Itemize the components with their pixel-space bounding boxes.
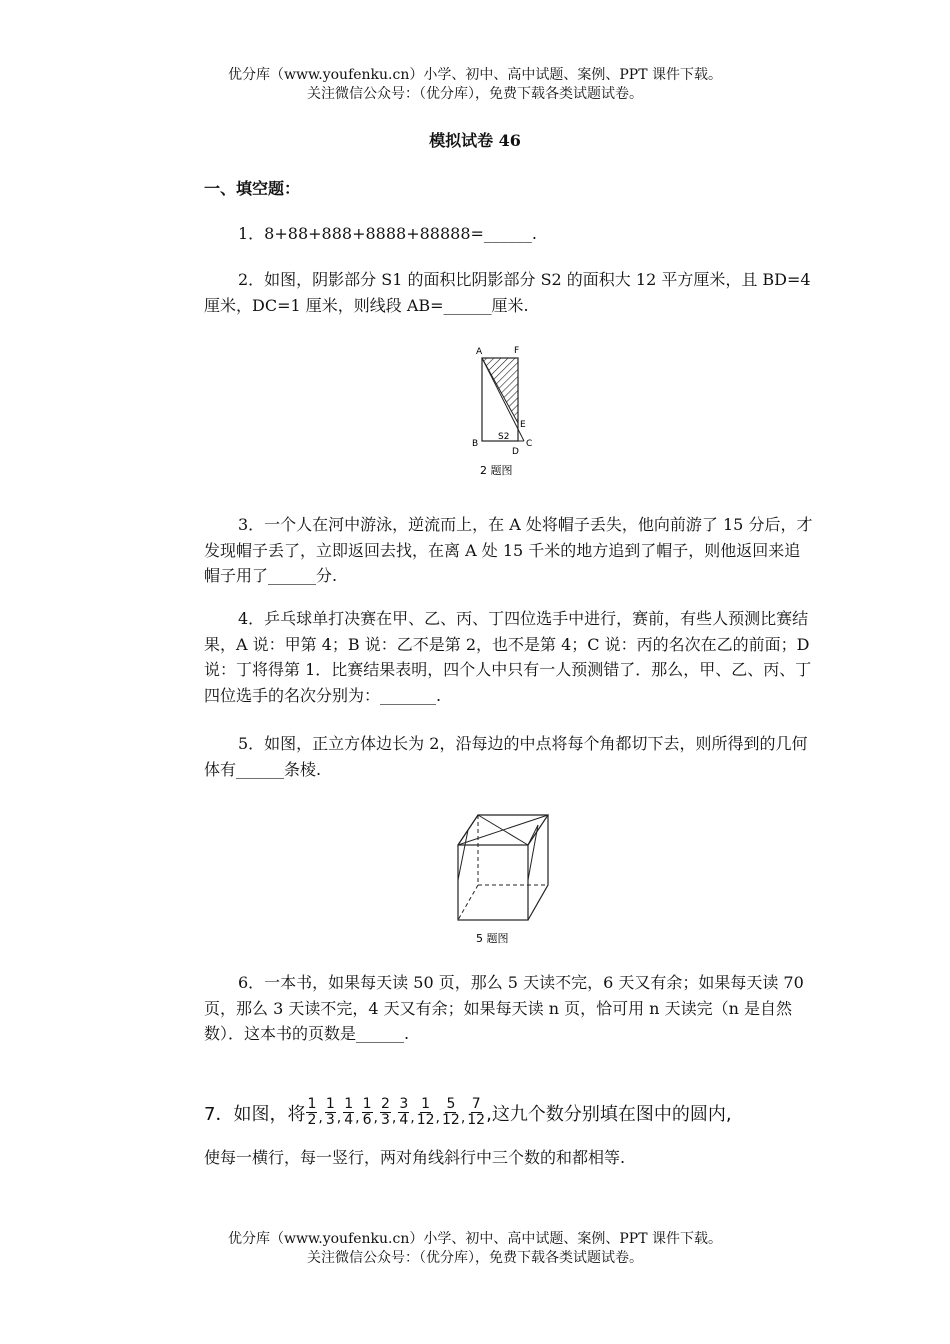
fraction-numerator: 7 <box>471 1096 481 1112</box>
fraction-denominator: 6 <box>362 1112 372 1128</box>
fraction <box>325 1097 336 1128</box>
fraction-denominator: 12 <box>416 1112 435 1128</box>
hidden-edge-depth <box>458 885 478 920</box>
fraction-separator: , <box>460 1110 466 1126</box>
fraction-numerator: 1 <box>307 1096 317 1112</box>
page-header <box>0 66 950 104</box>
figure-5-caption: 5 题图 <box>476 932 509 945</box>
figure-2 <box>462 340 542 480</box>
footer-line-2: 关注微信公众号：（优分库），免费下载各类试题试卷。 <box>307 1250 643 1266</box>
question-6: 6．一本书，如果每天读 50 页，那么 5 天读不完，6 天又有余；如果每天读 70 页，那么 3 天读不完，4 天又有余；如果每天读 n 页，恰可用 n 天读完（n 是自然数）．这本书的页数是______. <box>204 973 804 1043</box>
fraction-denominator: 4 <box>399 1112 409 1128</box>
question-7-line-2: 使每一横行，每一竖行，两对角线斜行中三个数的和都相等. <box>204 1148 626 1167</box>
label-f: F <box>514 346 520 356</box>
label-e: E <box>520 420 526 430</box>
page-title: 模拟试卷 46 <box>429 131 521 150</box>
cut-line-2 <box>478 815 528 845</box>
fraction <box>362 1097 373 1128</box>
fraction-list <box>305 1097 486 1128</box>
fraction <box>467 1097 485 1128</box>
fraction-numerator: 3 <box>399 1096 409 1112</box>
label-d: D <box>512 447 519 457</box>
label-a: A <box>476 347 483 357</box>
fraction-denominator: 3 <box>325 1112 335 1128</box>
section-heading: 一、填空题： <box>204 179 301 198</box>
fraction-separator: , <box>373 1110 378 1126</box>
fraction-numerator: 1 <box>344 1096 354 1112</box>
question-5: 5．如图，正立方体边长为 2，沿每边的中点将每个角都切下去，则所得到的几何体有______条棱. <box>204 734 808 779</box>
fraction <box>398 1097 409 1128</box>
fraction-denominator: 4 <box>344 1112 354 1128</box>
fraction <box>380 1097 391 1128</box>
fraction-denominator: 12 <box>441 1112 460 1128</box>
fraction <box>442 1097 460 1128</box>
fraction-numerator: 1 <box>325 1096 335 1112</box>
fraction-separator: , <box>410 1110 415 1126</box>
fraction-denominator: 3 <box>380 1112 390 1128</box>
question-2: 2．如图，阴影部分 S1 的面积比阴影部分 S2 的面积大 12 平方厘米，且 BD=4 厘米，DC=1 厘米，则线段 AB=______厘米. <box>204 270 811 315</box>
header-line-1: 优分库（www.youfenku.cn）小学、初中、高中试题、案例、PPT 课件下载。 <box>227 67 722 83</box>
question-4: 4．乒乓球单打决赛在甲、乙、丙、丁四位选手中进行，赛前，有些人预测比赛结果，A 说：甲第 4；B 说：乙不是第 2，也不是第 4；C 说：丙的名次在乙的前面；D 说：丁将得第 1．比赛结果表明，四个人中只有一人预测错了．那么，甲、乙、丙、丁四位选手的名次分别为：_______. <box>204 609 812 705</box>
fraction-separator: , <box>318 1110 323 1126</box>
question-7-line-1 <box>204 1097 824 1128</box>
cube-front-face <box>458 845 528 920</box>
figure-5 <box>448 800 558 950</box>
header-line-2: 关注微信公众号：（优分库），免费下载各类试题试卷。 <box>307 86 643 102</box>
question-1: 1．8+88+888+8888+88888=______. <box>238 224 537 243</box>
question-7-suffix: ,这九个数分别填在图中的圆内, <box>486 1103 732 1125</box>
figure-2-caption: 2 题图 <box>480 464 513 477</box>
fraction <box>306 1097 317 1128</box>
label-s2: S2 <box>498 432 510 442</box>
fraction-separator: , <box>435 1110 440 1126</box>
fraction-numerator: 1 <box>362 1096 372 1112</box>
fraction-numerator: 5 <box>446 1096 456 1112</box>
label-b: B <box>472 439 479 449</box>
fraction <box>417 1097 435 1128</box>
fraction-separator: , <box>355 1110 360 1126</box>
question-7-prefix: 7．如图，将 <box>204 1103 306 1125</box>
page-footer <box>0 1230 950 1268</box>
question-3: 3．一个人在河中游泳，逆流而上，在 A 处将帽子丢失，他向前游了 15 分后，才发现帽子丢了，立即返回去找，在离 A 处 15 千米的地方追到了帽子，则他返回来追帽子用了______分. <box>204 515 813 585</box>
footer-line-1: 优分库（www.youfenku.cn）小学、初中、高中试题、案例、PPT 课件下载。 <box>227 1231 722 1247</box>
fraction-denominator: 2 <box>307 1112 317 1128</box>
cut-line-5 <box>528 825 538 880</box>
fraction-separator: , <box>391 1110 397 1126</box>
label-c: C <box>526 439 533 449</box>
fraction-separator: , <box>336 1110 342 1126</box>
fraction-numerator: 1 <box>421 1096 431 1112</box>
fraction-numerator: 2 <box>380 1096 390 1112</box>
fraction-denominator: 12 <box>467 1112 486 1128</box>
fraction <box>343 1097 354 1128</box>
